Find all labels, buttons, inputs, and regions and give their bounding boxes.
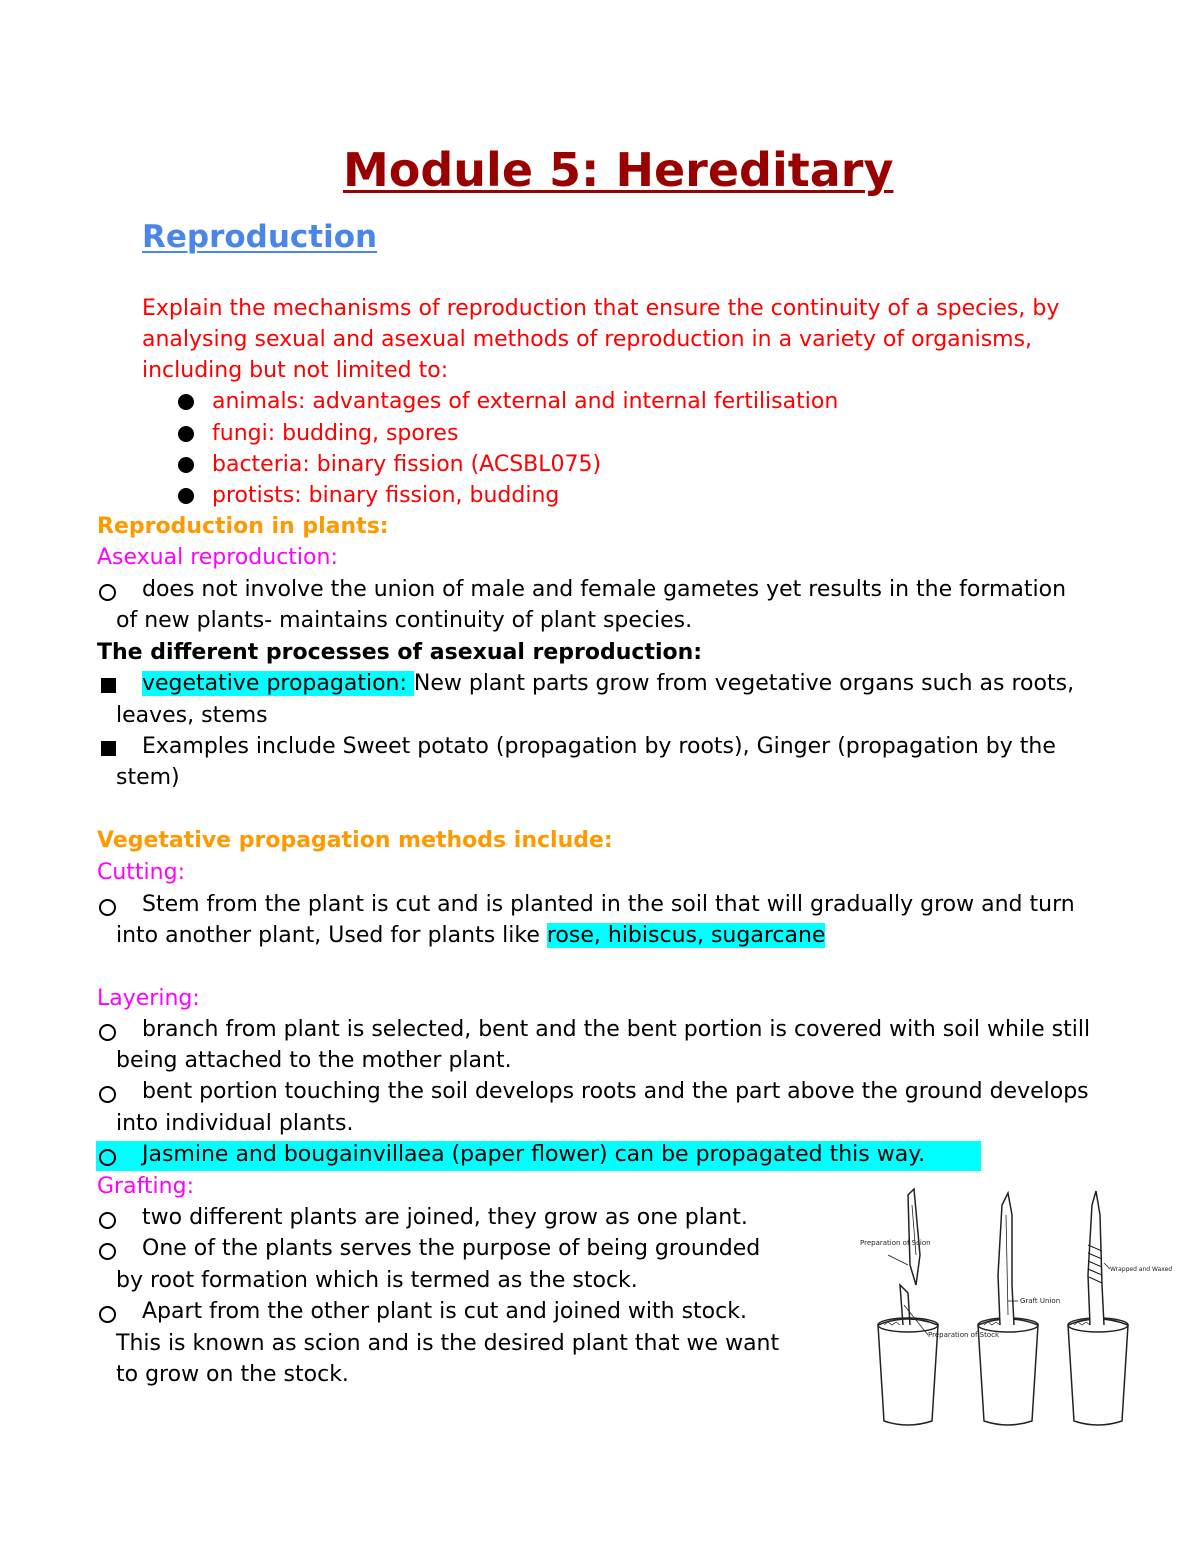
process-item <box>142 668 1074 699</box>
list-item-text: animals: advantages of external and internal fertilisation <box>212 389 839 414</box>
objective-line: Explain the mechanisms of reproduction that ensure the continuity of a species, by <box>142 296 1060 321</box>
cutting-point: Stem from the plant is cut and is planted in the soil that will gradually grow and turn <box>142 892 1075 917</box>
pot-3 <box>1068 1319 1128 1425</box>
layering-point: into individual plants. <box>116 1111 354 1136</box>
cutting-point <box>116 920 825 951</box>
process-item: stem) <box>116 765 180 790</box>
section-title: Reproduction <box>142 219 378 255</box>
square-bullet-icon <box>101 678 116 693</box>
layering-point: bent portion touching the soil develops roots and the part above the ground develops <box>142 1079 1089 1104</box>
ring-bullet-icon <box>99 1149 116 1166</box>
grafting-point: Apart from the other plant is cut and joined with stock. <box>142 1299 747 1324</box>
plants-heading: Reproduction in plants: <box>97 514 389 539</box>
label-stock: Preparation of Stock <box>928 1331 1000 1339</box>
asexual-heading: Asexual reproduction: <box>97 545 338 570</box>
highlighted-text: rose, hibiscus, sugarcane <box>546 923 826 948</box>
grafting-heading: Grafting: <box>97 1174 194 1199</box>
highlighted-text: vegetative propagation: <box>142 671 414 696</box>
ring-bullet-icon <box>99 899 116 916</box>
asexual-point: of new plants- maintains continuity of plant species. <box>116 608 693 633</box>
process-item: Examples include Sweet potato (propagation by roots), Ginger (propagation by the <box>142 734 1056 759</box>
label-graft: Graft Union <box>1020 1297 1061 1305</box>
process-text: New plant parts grow from vegetative organs such as roots, <box>413 671 1075 696</box>
cutting-heading: Cutting: <box>97 860 185 885</box>
layering-point: branch from plant is selected, bent and the bent portion is covered with soil while still <box>142 1017 1091 1042</box>
leader-scion <box>888 1255 908 1265</box>
methods-heading: Vegetative propagation methods include: <box>97 828 613 853</box>
ring-bullet-icon <box>99 1212 116 1229</box>
ring-bullet-icon <box>99 584 116 601</box>
objective-line: including but not limited to: <box>142 358 449 383</box>
ring-bullet-icon <box>99 1243 116 1260</box>
list-item-text: bacteria: binary fission (ACSBL075) <box>212 452 602 477</box>
ring-bullet-icon <box>99 1086 116 1103</box>
square-bullet-icon <box>101 741 116 756</box>
bullet-icon <box>178 394 194 410</box>
label-scion: Preparation of Scion <box>860 1239 931 1247</box>
bullet-icon <box>178 488 194 504</box>
grafting-point: One of the plants serves the purpose of being grounded <box>142 1236 761 1261</box>
cutting-text: into another plant, Used for plants like <box>116 923 547 948</box>
asexual-point: does not involve the union of male and female gametes yet results in the formation <box>142 577 1067 602</box>
grafting-point: to grow on the stock. <box>116 1362 349 1387</box>
layering-heading: Layering: <box>97 986 200 1011</box>
label-wrapped: Wrapped and Waxed <box>1110 1266 1173 1273</box>
grafting-illustration <box>848 1185 1173 1435</box>
objective-line: analysing sexual and asexual methods of reproduction in a variety of organisms, <box>142 327 1033 352</box>
bullet-icon <box>178 457 194 473</box>
ring-bullet-icon <box>99 1024 116 1041</box>
wrapped-stem-3 <box>1088 1191 1104 1325</box>
grafting-point: This is known as scion and is the desired plant that we want <box>116 1331 780 1356</box>
list-item-text: fungi: budding, spores <box>212 421 459 446</box>
page-title: Module 5: Hereditary <box>343 143 894 197</box>
list-item-text: protists: binary fission, budding <box>212 483 560 508</box>
bullet-icon <box>178 426 194 442</box>
grafted-stem-2 <box>998 1193 1014 1325</box>
processes-heading: The different processes of asexual reproduction: <box>97 640 703 665</box>
process-item: leaves, stems <box>116 703 268 728</box>
layering-point: Jasmine and bougainvillaea (paper flower) can be propagated this way. <box>142 1142 926 1167</box>
grafting-point: by root formation which is termed as the stock. <box>116 1268 638 1293</box>
layering-point: being attached to the mother plant. <box>116 1048 512 1073</box>
scion-1 <box>908 1189 920 1285</box>
ring-bullet-icon <box>99 1306 116 1323</box>
grafting-point: two different plants are joined, they grow as one plant. <box>142 1205 748 1230</box>
